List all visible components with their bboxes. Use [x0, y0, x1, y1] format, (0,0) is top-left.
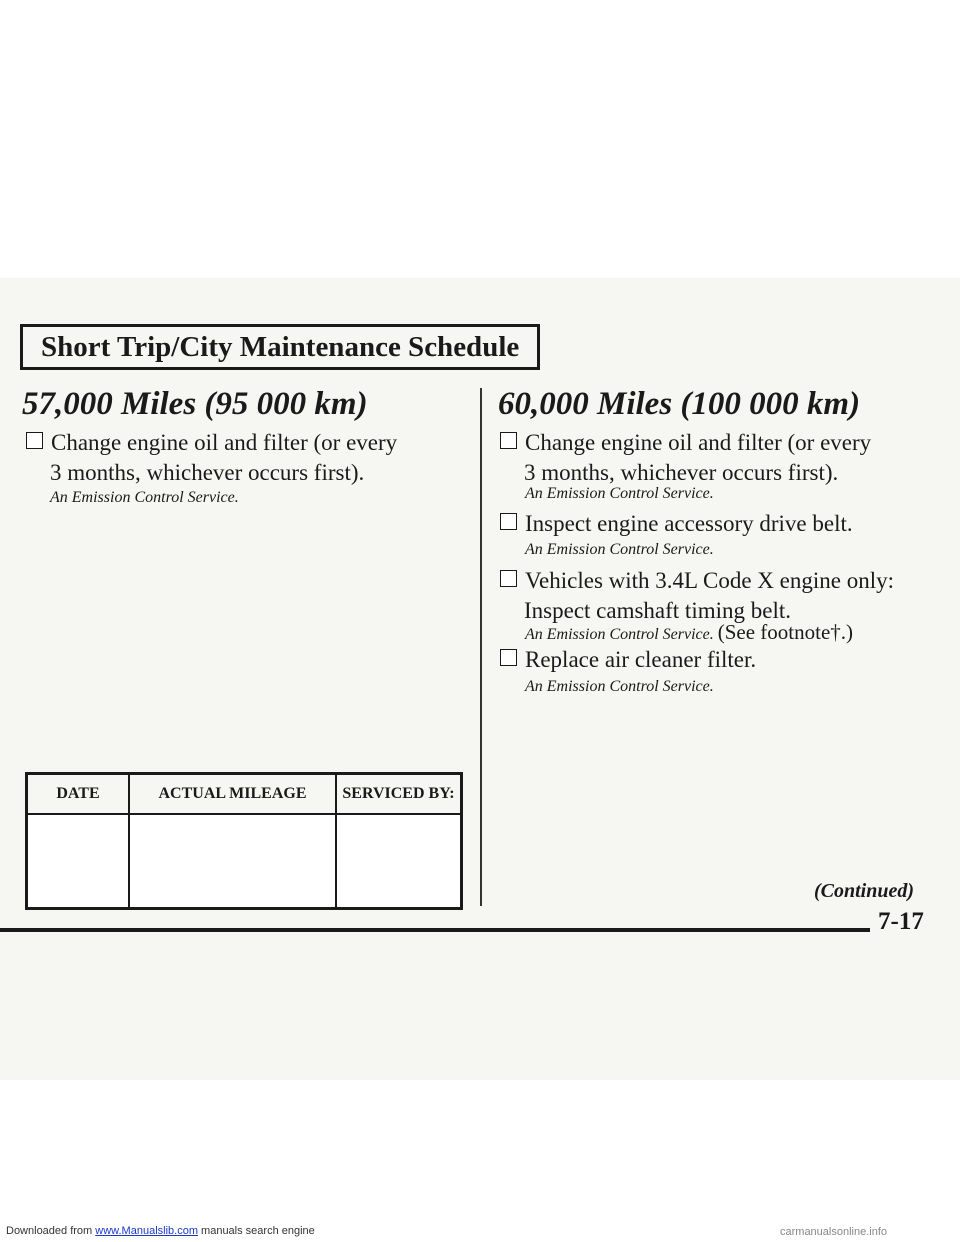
mileage-cell[interactable]: [129, 814, 336, 909]
emission-note: An Emission Control Service.: [50, 489, 239, 506]
column-header-serviced-by: SERVICED BY:: [336, 774, 462, 815]
continued-label: (Continued): [814, 880, 915, 902]
checklist-item: Vehicles with 3.4L Code X engine only: Inspect camshaft timing belt.: [500, 566, 894, 626]
serviced-by-cell[interactable]: [336, 814, 462, 909]
interval-title-57000: 57,000 Miles (95 000 km): [22, 386, 368, 422]
checklist-item: Change engine oil and filter (or every 3 months, whichever occurs first).: [500, 428, 871, 488]
checklist-item: Inspect engine accessory drive belt.: [500, 509, 853, 539]
column-header-date: DATE: [27, 774, 130, 815]
emission-note: An Emission Control Service.: [525, 678, 714, 695]
section-title: Short Trip/City Maintenance Schedule: [41, 330, 520, 363]
download-footer: Downloaded from www.Manualslib.com manuals search engine: [6, 1225, 315, 1237]
checkbox-icon[interactable]: [500, 570, 517, 587]
checkbox-icon[interactable]: [500, 432, 517, 449]
emission-note: An Emission Control Service.: [525, 541, 714, 558]
site-watermark: carmanualsonline.info: [780, 1226, 888, 1238]
service-log-table: [25, 772, 463, 910]
column-header-mileage: ACTUAL MILEAGE: [129, 774, 336, 815]
interval-title-60000: 60,000 Miles (100 000 km): [498, 386, 861, 422]
checkbox-icon[interactable]: [500, 649, 517, 666]
checklist-item: Replace air cleaner filter.: [500, 645, 756, 675]
checkbox-icon[interactable]: [500, 513, 517, 530]
page-number: 7-17: [878, 908, 924, 935]
checklist-item: Change engine oil and filter (or every 3 months, whichever occurs first).: [26, 428, 397, 488]
manualslib-link[interactable]: www.Manualslib.com: [95, 1225, 198, 1237]
checkbox-icon[interactable]: [26, 432, 43, 449]
footer-rule: [0, 928, 870, 932]
section-header: [20, 324, 540, 370]
emission-note: An Emission Control Service.: [525, 485, 714, 502]
date-cell[interactable]: [27, 814, 130, 909]
emission-note: An Emission Control Service. (See footnote†.): [525, 620, 854, 644]
column-divider: [480, 388, 482, 906]
footnote-reference: (See footnote†.): [717, 620, 854, 644]
